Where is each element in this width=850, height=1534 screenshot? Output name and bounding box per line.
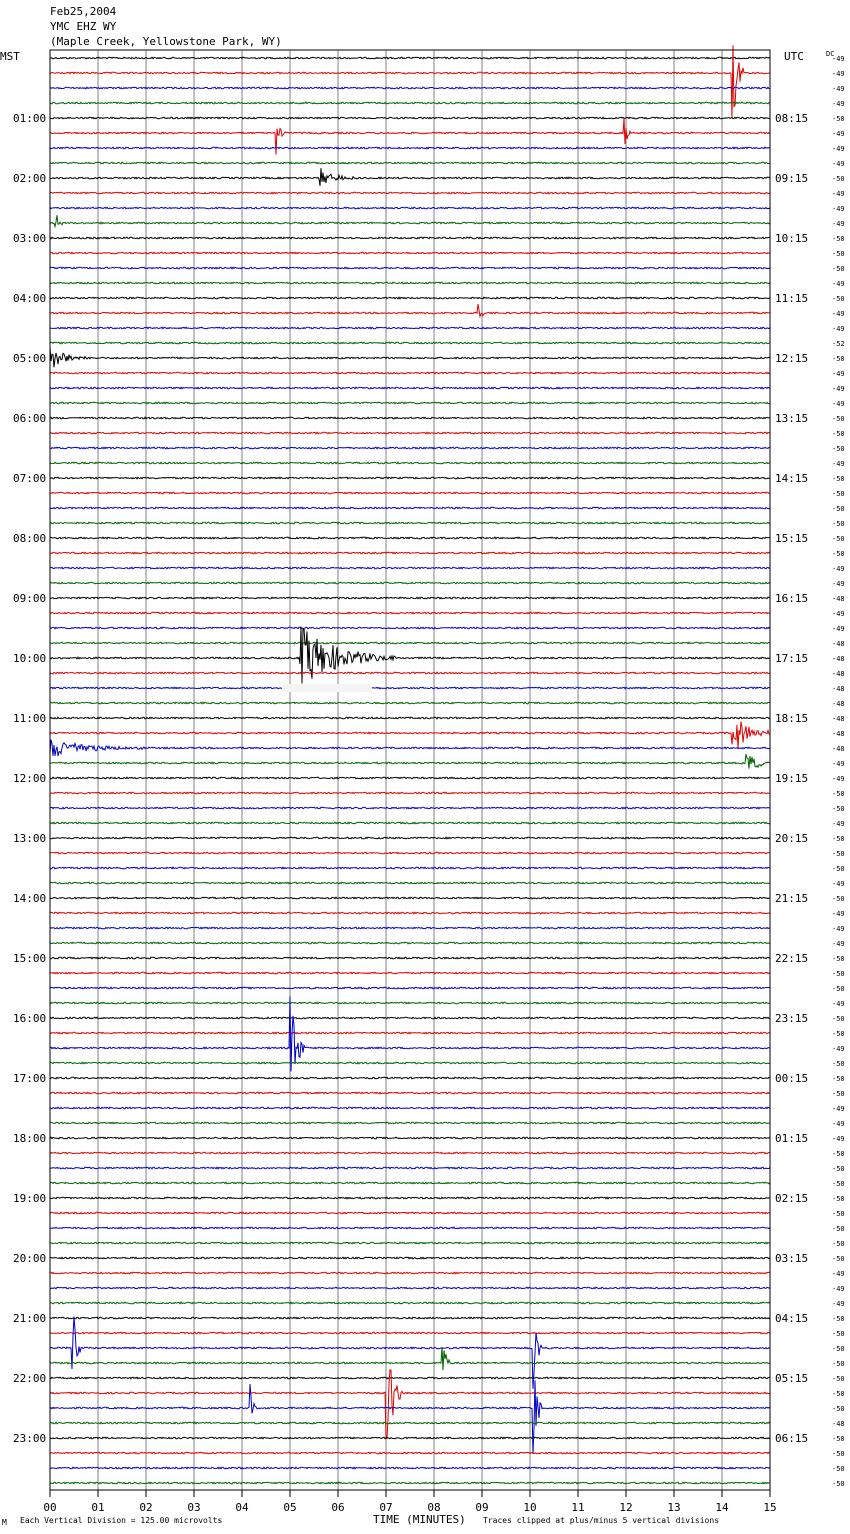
right-hour-label: 19:15 <box>775 772 809 785</box>
dc-offset-label: -48 <box>832 670 845 678</box>
trace-line <box>50 537 770 539</box>
dc-offset-label: -52 <box>832 340 845 348</box>
right-hour-label: 22:15 <box>775 952 809 965</box>
left-hour-label: 02:00 <box>13 172 47 185</box>
left-hour-label: 21:00 <box>13 1312 47 1325</box>
right-hour-label: 14:15 <box>775 472 809 485</box>
x-tick-label: 15 <box>763 1501 777 1514</box>
dc-offset-label: -49 <box>832 880 845 888</box>
trace-line <box>50 1107 770 1109</box>
trace-line <box>50 387 770 389</box>
left-hour-label: 05:00 <box>13 352 47 365</box>
trace-line <box>50 597 770 599</box>
dc-offset-label: -50 <box>832 1405 845 1413</box>
dc-offset-label: -49 <box>832 160 845 168</box>
right-hour-label: 05:15 <box>775 1372 809 1385</box>
x-tick-label: 12 <box>619 1501 633 1514</box>
left-hour-label: 18:00 <box>13 1132 47 1145</box>
left-hour-label: 06:00 <box>13 412 47 425</box>
trace-line <box>50 1467 770 1469</box>
dc-offset-label: -50 <box>832 895 845 903</box>
dc-offset-label: -48 <box>832 745 845 753</box>
trace-line <box>50 477 770 479</box>
trace-line <box>50 417 770 419</box>
right-hour-label: 17:15 <box>775 652 809 665</box>
trace-line <box>50 1317 770 1319</box>
x-tick-label: 14 <box>715 1501 729 1514</box>
left-hour-label: 22:00 <box>13 1372 47 1385</box>
dc-offset-label: -48 <box>832 730 845 738</box>
right-hour-label: 04:15 <box>775 1312 809 1325</box>
left-hour-label: 15:00 <box>13 952 47 965</box>
trace-line <box>50 837 770 839</box>
dc-offset-label: -50 <box>832 520 845 528</box>
trace-line <box>50 1452 770 1454</box>
dc-offset-label: -50 <box>832 850 845 858</box>
trace-line <box>50 1380 770 1454</box>
dc-offset-label: -50 <box>832 790 845 798</box>
trace-line <box>50 1212 770 1214</box>
dc-offset-label: -50 <box>832 865 845 873</box>
trace-line <box>50 168 770 186</box>
dc-offset-label: -48 <box>832 655 845 663</box>
dc-offset-label: -49 <box>832 1270 845 1278</box>
trace-line <box>50 162 770 164</box>
dc-offset-label: -49 <box>832 145 845 153</box>
left-hour-label: 16:00 <box>13 1012 47 1025</box>
dc-offset-label: -48 <box>832 700 845 708</box>
dc-offset-label: -50 <box>832 835 845 843</box>
trace-line <box>50 807 770 809</box>
right-hour-label: 02:15 <box>775 1192 809 1205</box>
dc-offset-label: -49 <box>832 460 845 468</box>
dc-offset-label: -49 <box>832 775 845 783</box>
dc-offset-label: -49 <box>832 130 845 138</box>
trace-line <box>50 297 770 299</box>
dc-offset-label: -50 <box>832 1255 845 1263</box>
left-hour-label: 08:00 <box>13 532 47 545</box>
left-hour-label: 11:00 <box>13 712 47 725</box>
trace-line <box>50 867 770 869</box>
trace-line <box>50 304 770 317</box>
trace-line <box>50 612 770 614</box>
trace-line <box>50 567 770 569</box>
trace-line <box>50 897 770 899</box>
trace-line <box>50 927 770 929</box>
trace-line <box>50 1422 770 1424</box>
dc-offset-label: -50 <box>832 955 845 963</box>
dc-offset-label: -48 <box>832 685 845 693</box>
right-hour-label: 16:15 <box>775 592 809 605</box>
left-axis-title: MST <box>0 50 20 63</box>
left-hour-label: 12:00 <box>13 772 47 785</box>
dc-offset-label: -49 <box>832 100 845 108</box>
dc-offset-label: -50 <box>832 1450 845 1458</box>
trace-line <box>50 1287 770 1289</box>
left-hour-label: 09:00 <box>13 592 47 605</box>
trace-line <box>50 1197 770 1199</box>
dc-offset-label: -49 <box>832 1135 845 1143</box>
trace-line <box>50 1002 770 1004</box>
left-hour-label: 10:00 <box>13 652 47 665</box>
dc-offset-label: -49 <box>832 820 845 828</box>
trace-line <box>50 912 770 914</box>
trace-line <box>50 1077 770 1079</box>
x-tick-label: 06 <box>331 1501 345 1514</box>
dc-offset-label: -49 <box>832 205 845 213</box>
trace-line <box>50 282 770 284</box>
trace-line <box>50 672 770 674</box>
trace-line <box>50 1482 770 1484</box>
dc-offset-label: -49 <box>832 1300 845 1308</box>
trace-line <box>50 1377 770 1379</box>
trace-line <box>50 57 770 59</box>
dc-offset-label: -49 <box>832 55 845 63</box>
right-hour-label: 10:15 <box>775 232 809 245</box>
trace-line <box>50 342 770 344</box>
trace-line <box>50 1370 770 1439</box>
dc-offset-label: -49 <box>832 70 845 78</box>
trace-line <box>50 432 770 434</box>
dc-offset-label: -50 <box>832 250 845 258</box>
right-hour-label: 15:15 <box>775 532 809 545</box>
dc-offset-label: -49 <box>832 1285 845 1293</box>
right-hour-label: 23:15 <box>775 1012 809 1025</box>
x-tick-label: 07 <box>379 1501 393 1514</box>
x-tick-label: 13 <box>667 1501 681 1514</box>
trace-line <box>50 192 770 194</box>
data-gap <box>283 684 372 692</box>
dc-offset-label: -50 <box>832 985 845 993</box>
trace-line <box>50 1092 770 1094</box>
dc-offset-label: -49 <box>832 385 845 393</box>
trace-line <box>50 852 770 854</box>
left-hour-labels <box>13 112 46 1445</box>
dc-offset-label: -49 <box>832 325 845 333</box>
trace-line <box>50 215 770 226</box>
left-hour-label: 03:00 <box>13 232 47 245</box>
left-hour-label: 07:00 <box>13 472 47 485</box>
dc-offset-label: -50 <box>832 1015 845 1023</box>
trace-line <box>50 1137 770 1139</box>
trace-line <box>50 987 770 989</box>
dc-offset-label: -50 <box>832 1435 845 1443</box>
time-gridlines <box>98 50 722 1490</box>
x-tick-label: 11 <box>571 1501 585 1514</box>
dc-offset-label: -50 <box>832 475 845 483</box>
right-hour-label: 08:15 <box>775 112 809 125</box>
right-hour-label: 11:15 <box>775 292 809 305</box>
dc-offset-label: -49 <box>832 625 845 633</box>
dc-offset-label: -50 <box>832 1210 845 1218</box>
trace-line <box>50 1227 770 1229</box>
dc-offset-label: -50 <box>832 1375 845 1383</box>
x-tick-label: 09 <box>475 1501 489 1514</box>
dc-offset-label: -49 <box>832 1120 845 1128</box>
dc-offset-label: -49 <box>832 280 845 288</box>
right-hour-label: 01:15 <box>775 1132 809 1145</box>
trace-line <box>50 1302 770 1304</box>
trace-line <box>50 117 770 119</box>
trace-line <box>50 1167 770 1169</box>
division-note: Each Vertical Division = 125.00 microvolts <box>20 1516 223 1525</box>
left-hour-label: 17:00 <box>13 1072 47 1085</box>
right-hour-label: 20:15 <box>775 832 809 845</box>
x-tick-label: 01 <box>91 1501 105 1514</box>
dc-offset-label: -50 <box>832 1180 845 1188</box>
dc-offset-label: -50 <box>832 1360 845 1368</box>
dc-offset-label: -48 <box>832 640 845 648</box>
trace-line <box>50 754 770 769</box>
dc-offset-label: -50 <box>832 295 845 303</box>
trace-line <box>50 147 770 149</box>
x-tick-label: 00 <box>43 1501 57 1514</box>
left-hour-label: 19:00 <box>13 1192 47 1205</box>
trace-line <box>50 462 770 464</box>
left-hour-label: 04:00 <box>13 292 47 305</box>
dc-offset-label: -50 <box>832 175 845 183</box>
plot-frame <box>50 50 770 1490</box>
trace-line <box>50 45 770 118</box>
x-tick-label: 05 <box>283 1501 297 1514</box>
trace-line <box>50 740 770 756</box>
trace-line <box>50 507 770 509</box>
dc-offset-label: -50 <box>832 970 845 978</box>
x-tick-label: 02 <box>139 1501 153 1514</box>
trace-line <box>50 402 770 404</box>
dc-offset-label: -50 <box>832 430 845 438</box>
dc-offset-label: -50 <box>832 235 845 243</box>
trace-line <box>50 882 770 884</box>
dc-offset-label: -50 <box>832 1030 845 1038</box>
right-hour-label: 09:15 <box>775 172 809 185</box>
right-hour-label: 13:15 <box>775 412 809 425</box>
dc-offset-label: -50 <box>832 415 845 423</box>
dc-offset-label: -49 <box>832 910 845 918</box>
trace-line <box>50 1332 770 1334</box>
dc-offset-label: -50 <box>832 1330 845 1338</box>
trace-line <box>50 1017 770 1019</box>
dc-offset-label: -50 <box>832 805 845 813</box>
trace-line <box>50 1347 770 1370</box>
x-tick-label: 04 <box>235 1501 249 1514</box>
right-hour-label: 06:15 <box>775 1432 809 1445</box>
trace-line <box>50 1152 770 1154</box>
right-hour-label: 21:15 <box>775 892 809 905</box>
trace-line <box>50 642 770 644</box>
trace-line <box>50 522 770 524</box>
trace-line <box>50 1182 770 1184</box>
trace-line <box>50 1122 770 1124</box>
right-axis-title: UTC <box>784 50 804 63</box>
left-hour-label: 14:00 <box>13 892 47 905</box>
right-hour-label: 03:15 <box>775 1252 809 1265</box>
dc-offset-label: -50 <box>832 115 845 123</box>
dc-offset-label: -49 <box>832 925 845 933</box>
trace-line <box>50 552 770 554</box>
trace-line <box>50 722 770 749</box>
trace-line <box>50 267 770 269</box>
dc-offset-label: -49 <box>832 85 845 93</box>
trace-line <box>50 347 770 367</box>
dc-offset-label: -50 <box>832 355 845 363</box>
dc-offset-label: -50 <box>832 1165 845 1173</box>
right-hour-labels <box>775 112 808 1445</box>
x-tick-label: 08 <box>427 1501 441 1514</box>
trace-line <box>50 102 770 104</box>
dc-offset-label: -49 <box>832 220 845 228</box>
dc-offset-label: -50 <box>832 1480 845 1488</box>
trace-line <box>50 1242 770 1244</box>
trace-line <box>50 327 770 329</box>
trace-line <box>50 1032 770 1034</box>
dc-offset-label: -48 <box>832 715 845 723</box>
dc-offset-label: -49 <box>832 310 845 318</box>
corner-mark: M <box>2 1518 7 1527</box>
dc-offset-label: -49 <box>832 190 845 198</box>
trace-line <box>50 582 770 584</box>
dc-offset-label: -50 <box>832 1390 845 1398</box>
trace-line <box>50 447 770 449</box>
right-hour-label: 00:15 <box>775 1072 809 1085</box>
dc-offset-label: -50 <box>832 550 845 558</box>
dc-offset-label: -49 <box>832 1045 845 1053</box>
trace-line <box>50 237 770 239</box>
dc-offset-label: -49 <box>832 1105 845 1113</box>
x-tick-label: 03 <box>187 1501 201 1514</box>
x-tick-label: 10 <box>523 1501 537 1514</box>
dc-offset-labels <box>832 55 845 1488</box>
trace-line <box>50 252 770 254</box>
trace-line <box>50 87 770 89</box>
dc-offset-label: -50 <box>832 1345 845 1353</box>
trace-line <box>50 627 770 629</box>
dc-offset-label: -49 <box>832 400 845 408</box>
trace-line <box>50 1272 770 1274</box>
trace-line <box>50 492 770 494</box>
trace-line <box>50 627 770 684</box>
dc-offset-label: -50 <box>832 265 845 273</box>
trace-line <box>50 207 770 209</box>
dc-offset-label: -50 <box>832 1465 845 1473</box>
clip-note: Traces clipped at plus/minus 5 vertical divisions <box>483 1516 720 1525</box>
trace-line <box>50 957 770 959</box>
right-hour-label: 18:15 <box>775 712 809 725</box>
seismic-traces <box>50 45 770 1484</box>
dc-offset-label: -50 <box>832 1090 845 1098</box>
dc-offset-label: -50 <box>832 535 845 543</box>
trace-line <box>50 1437 770 1439</box>
dc-offset-label: -50 <box>832 1195 845 1203</box>
dc-offset-label: -50 <box>832 1075 845 1083</box>
dc-offset-label: -49 <box>832 370 845 378</box>
dc-offset-label: -49 <box>832 1000 845 1008</box>
x-axis-label: TIME (MINUTES) <box>373 1513 466 1526</box>
trace-line <box>50 1257 770 1259</box>
dc-offset-label: -49 <box>832 610 845 618</box>
right-hour-label: 12:15 <box>775 352 809 365</box>
trace-line <box>50 372 770 374</box>
trace-line <box>50 942 770 944</box>
dc-offset-label: -50 <box>832 1060 845 1068</box>
dc-offset-label: -48 <box>832 1420 845 1428</box>
trace-line <box>50 1062 770 1064</box>
left-hour-label: 20:00 <box>13 1252 47 1265</box>
dc-offset-label: -49 <box>832 565 845 573</box>
trace-line <box>50 702 770 704</box>
trace-line <box>50 687 770 689</box>
dc-offset-label: -50 <box>832 1225 845 1233</box>
x-axis-ticks <box>43 1490 776 1514</box>
trace-line <box>50 777 770 779</box>
dc-offset-label: -48 <box>832 595 845 603</box>
dc-offset-label: -50 <box>832 1150 845 1158</box>
trace-line <box>50 717 770 719</box>
dc-title: DC <box>826 50 835 58</box>
trace-line <box>50 972 770 974</box>
left-hour-label: 23:00 <box>13 1432 47 1445</box>
data-gap-layer <box>283 684 372 692</box>
dc-offset-label: -50 <box>832 1315 845 1323</box>
trace-line <box>50 822 770 824</box>
dc-offset-label: -49 <box>832 760 845 768</box>
dc-offset-label: -50 <box>832 490 845 498</box>
left-hour-label: 13:00 <box>13 832 47 845</box>
trace-line <box>50 792 770 794</box>
dc-offset-label: -50 <box>832 505 845 513</box>
header-station: YMC EHZ WY <box>50 20 117 33</box>
dc-offset-label: -50 <box>832 1240 845 1248</box>
left-hour-label: 01:00 <box>13 112 47 125</box>
dc-offset-label: -50 <box>832 445 845 453</box>
dc-offset-label: -49 <box>832 940 845 948</box>
header-date: Feb25,2004 <box>50 5 117 18</box>
dc-offset-label: -49 <box>832 580 845 588</box>
header-location: (Maple Creek, Yellowstone Park, WY) <box>50 35 282 48</box>
